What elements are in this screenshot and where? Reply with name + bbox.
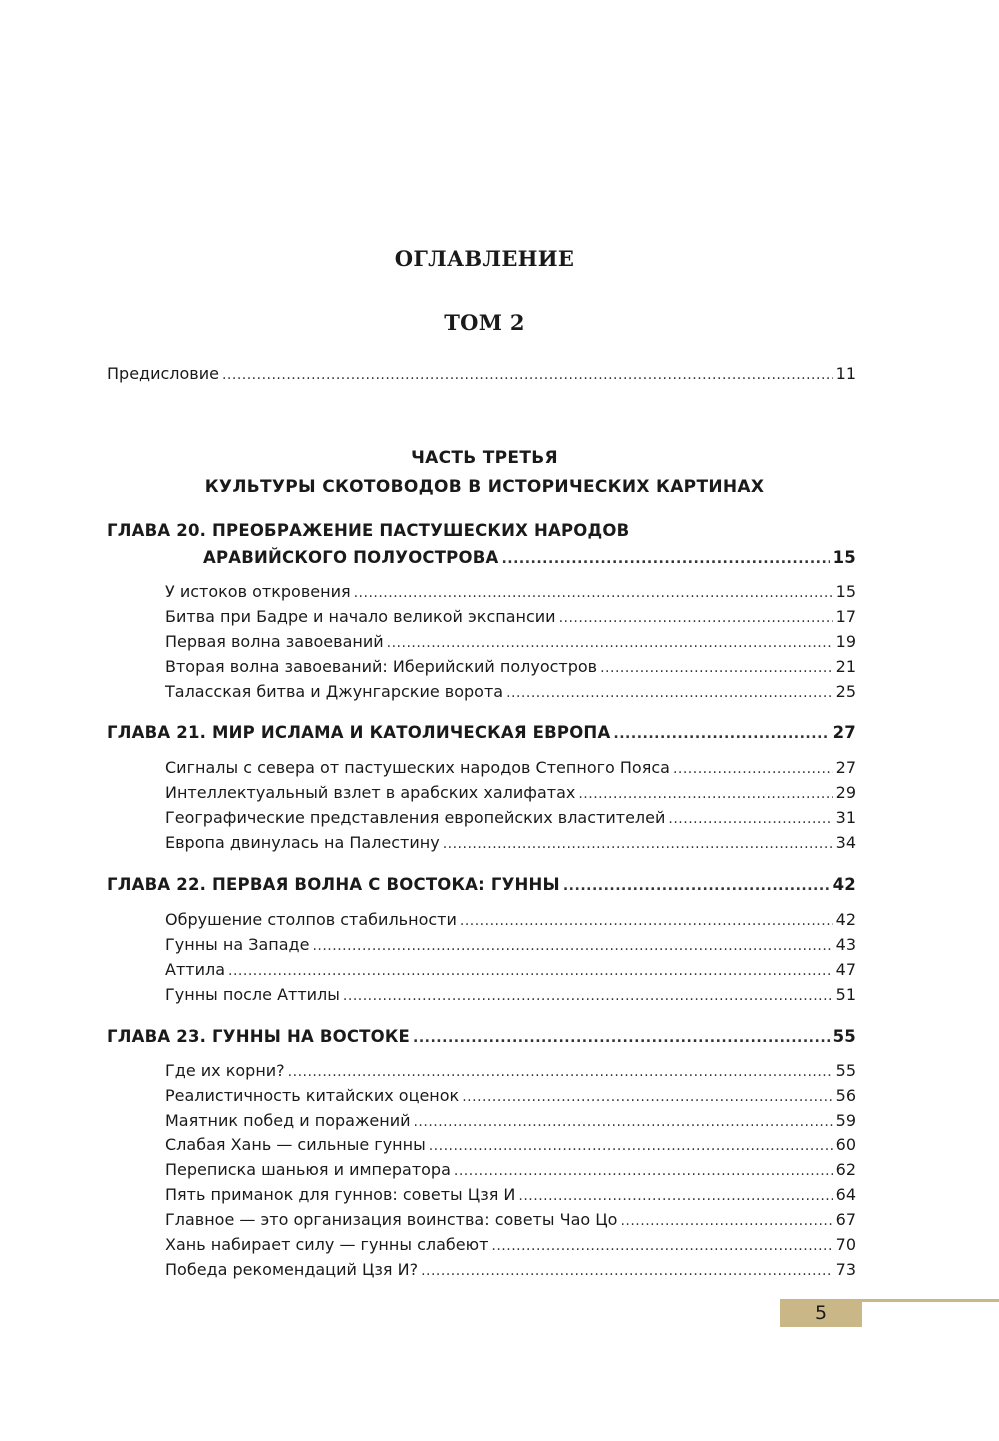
toc-entry-section[interactable] [165,934,856,956]
leader-dots [387,632,833,654]
entry-title: Аттила [165,960,226,979]
footer-rule [860,1299,999,1302]
toc-entry-section[interactable] [165,1134,856,1156]
toc-entry-section[interactable] [165,1085,856,1107]
toc-entry-section[interactable] [165,1060,856,1082]
toc-entry-section[interactable] [165,959,856,981]
toc-entry-section[interactable] [165,1110,856,1132]
entry-title: ГЛАВА 22. ПЕРВАЯ ВОЛНА С ВОСТОКА: ГУННЫ [107,875,560,894]
entry-page: 55 [832,1027,856,1046]
toc-entry-chapter-20[interactable] [203,547,856,569]
leader-dots [506,682,833,704]
toc-entry-chapter-22[interactable] [107,874,856,896]
entry-page: 59 [835,1111,856,1130]
leader-dots [600,657,833,679]
entry-page: 67 [835,1210,856,1229]
entry-page: 70 [835,1235,856,1254]
leader-dots [413,1027,830,1049]
entry-page: 25 [835,682,856,701]
leader-dots [312,935,832,957]
leader-dots [222,364,833,386]
toc-entry-section[interactable] [165,782,856,804]
leader-dots [620,1210,832,1232]
leader-dots [429,1135,833,1157]
leader-dots [559,607,833,629]
leader-dots [413,1111,832,1133]
toc-entry-section[interactable] [165,1159,856,1181]
leader-dots [613,723,829,745]
entry-title: Хань набирает силу — гунны слабеют [165,1235,489,1254]
toc-entry-section[interactable] [165,631,856,653]
entry-title: Главное — это организация воинства: советы Чао Цо [165,1210,618,1229]
entry-page: 27 [832,723,856,742]
entry-page: 19 [835,632,856,651]
entry-title: Первая волна завоеваний [165,632,384,651]
entry-title: Победа рекомендаций Цзя И? [165,1260,419,1279]
toc-entry-section[interactable] [165,581,856,603]
entry-page: 62 [835,1160,856,1179]
entry-title: Пять приманок для гуннов: советы Цзя И [165,1185,516,1204]
entry-page: 42 [832,875,856,894]
entry-page: 55 [835,1061,856,1080]
entry-page: 21 [835,657,856,676]
part-number: ЧАСТЬ ТРЕТЬЯ [411,448,558,468]
entry-page: 42 [835,910,856,929]
leader-dots [343,985,833,1007]
leader-dots [454,1160,833,1182]
entry-title: Битва при Бадре и начало великой экспансии [165,607,556,626]
entry-title: ГЛАВА 21. МИР ИСЛАМА И КАТОЛИЧЕСКАЯ ЕВРОПА [107,723,611,742]
entry-page: 73 [835,1260,856,1279]
part-title: КУЛЬТУРЫ СКОТОВОДОВ В ИСТОРИЧЕСКИХ КАРТИНАХ [204,477,765,497]
entry-page: 51 [835,985,856,1004]
entry-title: Географические представления европейских властителей [165,808,666,827]
entry-page: 47 [835,960,856,979]
leader-dots [460,910,833,932]
entry-page: 29 [835,783,856,802]
entry-page: 15 [835,582,856,601]
toc-entry-section[interactable] [165,681,856,703]
leader-dots [491,1235,832,1257]
chapter-20-title-line1: ГЛАВА 20. ПРЕОБРАЖЕНИЕ ПАСТУШЕСКИХ НАРОДОВ [107,521,630,540]
toc-heading: ОГЛАВЛЕНИЕ [394,246,575,271]
entry-title: Вторая волна завоеваний: Иберийский полуостров [165,657,598,676]
entry-page: 27 [835,758,856,777]
entry-title: Гунны после Аттилы [165,985,340,1004]
toc-entry-section[interactable] [165,757,856,779]
leader-dots [421,1260,833,1282]
leader-dots [462,1086,832,1108]
leader-dots [288,1061,833,1083]
toc-entry-section[interactable] [165,1184,856,1206]
entry-title: Где их корни? [165,1061,285,1080]
entry-title: Переписка шаньюя и императора [165,1160,451,1179]
toc-entry-section[interactable] [165,1209,856,1231]
entry-title: Интеллектуальный взлет в арабских халифатах [165,783,576,802]
entry-page: 60 [835,1135,856,1154]
leader-dots [668,808,832,830]
entry-title: Европа двинулась на Палестину [165,833,440,852]
toc-entry-section[interactable] [165,984,856,1006]
leader-dots [673,758,833,780]
entry-page: 56 [835,1086,856,1105]
leader-dots [354,582,833,604]
toc-entry-preface[interactable] [107,363,856,385]
toc-entry-chapter-23[interactable] [107,1026,856,1048]
entry-title: АРАВИЙСКОГО ПОЛУОСТРОВА [203,548,499,567]
entry-title: Гунны на Западе [165,935,310,954]
entry-page: 31 [835,808,856,827]
entry-title: Сигналы с севера от пастушеских народов Степного Пояса [165,758,670,777]
page-number: 5 [780,1299,862,1327]
toc-entry-section[interactable] [165,656,856,678]
entry-title: Маятник побед и поражений [165,1111,411,1130]
leader-dots [563,875,830,897]
entry-title: Предисловие [107,364,219,383]
toc-entry-section[interactable] [165,606,856,628]
toc-entry-chapter-21[interactable] [107,722,856,744]
toc-entry-section[interactable] [165,1234,856,1256]
leader-dots [443,833,833,855]
toc-entry-section[interactable] [165,1259,856,1281]
entry-title: Реалистичность китайских оценок [165,1086,460,1105]
entry-title: ГЛАВА 23. ГУННЫ НА ВОСТОКЕ [107,1027,411,1046]
entry-page: 34 [835,833,856,852]
entry-page: 43 [835,935,856,954]
entry-title: Обрушение столпов стабильности [165,910,457,929]
toc-entry-section[interactable] [165,909,856,931]
entry-title: У истоков откровения [165,582,351,601]
toc-entry-section[interactable] [165,807,856,829]
entry-page: 64 [835,1185,856,1204]
toc-entry-section[interactable] [165,832,856,854]
leader-dots [501,548,829,570]
leader-dots [228,960,833,982]
volume-title: ТОМ 2 [444,310,525,335]
entry-title: Слабая Хань — сильные гунны [165,1135,426,1154]
entry-page: 17 [835,607,856,626]
entry-page: 15 [832,548,856,567]
leader-dots [518,1185,832,1207]
leader-dots [578,783,832,805]
entry-title: Таласская битва и Джунгарские ворота [165,682,504,701]
entry-page: 11 [835,364,856,383]
